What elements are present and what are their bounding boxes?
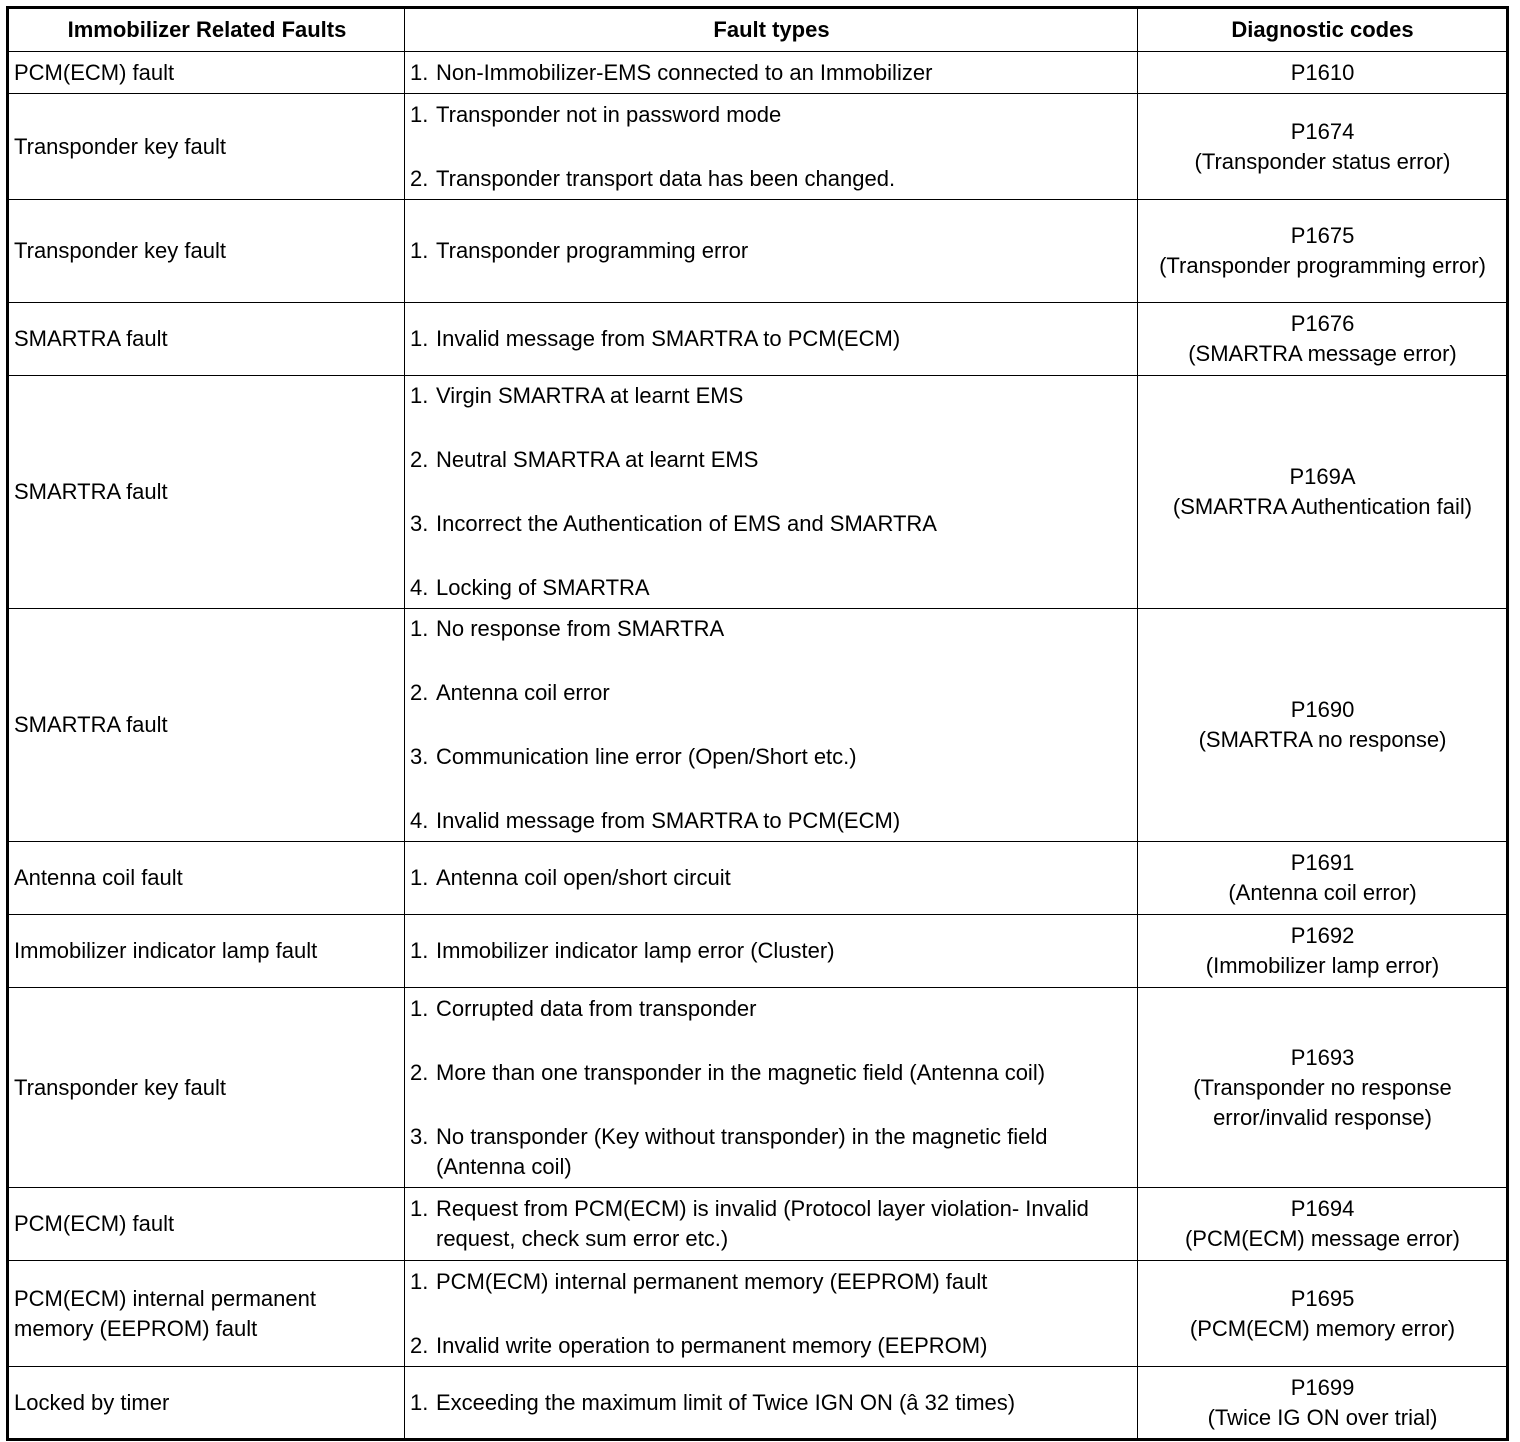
fault-type-item: 1. Request from PCM(ECM) is invalid (Protocol layer violation- Invalid request, check sum error etc.) (410, 1196, 1089, 1251)
fault-type-item: 1. Exceeding the maximum limit of Twice IGN ON (â 32 times) (410, 1389, 1016, 1415)
table-row (8, 1261, 1508, 1367)
diagnostic-code-description: (Transponder no response error/invalid response) (1193, 1074, 1452, 1130)
fault-type-item: 2. Antenna coil error (410, 680, 610, 705)
fault-type-item: 1. Virgin SMARTRA at learnt EMS (410, 383, 744, 408)
diagnostic-code: P1693 (1290, 1044, 1355, 1070)
fault-type-item: 1. No response from SMARTRA (410, 616, 725, 641)
fault-cell: Immobilizer indicator lamp fault (8, 915, 405, 988)
fault-types-cell (405, 915, 1138, 988)
fault-type-item: 2. Transponder transport data has been changed. (410, 165, 896, 191)
diagnostic-code: P1694 (1290, 1196, 1355, 1221)
fault-type-item: 1. Invalid message from SMARTRA to PCM(ECM) (410, 326, 901, 351)
diagnostic-code-cell (1138, 376, 1508, 609)
diagnostic-code-cell (1138, 988, 1508, 1188)
table-row (8, 52, 1508, 94)
diagnostic-code-description: (Transponder status error) (1194, 148, 1451, 174)
fault-cell: PCM(ECM) internal permanent memory (EEPROM) fault (8, 1261, 405, 1367)
fault-type-item: 3. Incorrect the Authentication of EMS and SMARTRA (410, 511, 937, 536)
diagnostic-code-cell (1138, 94, 1508, 200)
fault-type-item: 4. Invalid message from SMARTRA to PCM(ECM) (410, 808, 901, 833)
fault-types-cell (405, 1367, 1138, 1440)
table-row (8, 609, 1508, 842)
diagnostic-code-description: (Twice IG ON over trial) (1207, 1404, 1438, 1430)
fault-cell: PCM(ECM) fault (8, 52, 405, 94)
fault-types-cell (405, 376, 1138, 609)
table-row (8, 303, 1508, 376)
fault-type-item: 4. Locking of SMARTRA (410, 575, 650, 600)
diagnostic-code-cell (1138, 52, 1508, 94)
header-related-faults: Immobilizer Related Faults (8, 8, 405, 52)
diagnostic-code: P1610 (1290, 59, 1355, 85)
diagnostic-code-description: (Immobilizer lamp error) (1205, 953, 1440, 978)
fault-type-item: 2. Invalid write operation to permanent memory (EEPROM) (410, 1332, 988, 1358)
fault-type-item: 1. Non-Immobilizer-EMS connected to an Immobilizer (410, 59, 933, 85)
header-diagnostic-codes: Diagnostic codes (1138, 8, 1508, 52)
table-row (8, 376, 1508, 609)
fault-cell: SMARTRA fault (8, 303, 405, 376)
fault-type-item: 2. More than one transponder in the magnetic field (Antenna coil) (410, 1059, 1046, 1085)
table-row (8, 200, 1508, 303)
immobilizer-faults-table (6, 6, 1509, 1441)
fault-cell: Antenna coil fault (8, 842, 405, 915)
fault-cell: Transponder key fault (8, 988, 405, 1188)
fault-type-item: 3. No transponder (Key without transponder) in the magnetic field (Antenna coil) (410, 1123, 1048, 1179)
diagnostic-code-cell (1138, 609, 1508, 842)
fault-type-item: 1. Antenna coil open/short circuit (410, 865, 731, 890)
table-row (8, 1188, 1508, 1261)
fault-cell: Transponder key fault (8, 200, 405, 303)
fault-types-cell (405, 842, 1138, 915)
table-row (8, 1367, 1508, 1440)
fault-cell: SMARTRA fault (8, 376, 405, 609)
fault-type-item: 1. PCM(ECM) internal permanent memory (EEPROM) fault (410, 1268, 988, 1294)
fault-types-cell (405, 303, 1138, 376)
diagnostic-code: P169A (1289, 464, 1356, 489)
header-fault-types: Fault types (405, 8, 1138, 52)
diagnostic-code-description: (SMARTRA message error) (1188, 341, 1457, 366)
diagnostic-code: P1676 (1290, 311, 1355, 336)
fault-type-item: 1. Immobilizer indicator lamp error (Cluster) (410, 938, 835, 963)
diagnostic-code-description: (Antenna coil error) (1228, 880, 1417, 905)
diagnostic-code-cell (1138, 1367, 1508, 1440)
fault-types-cell (405, 1188, 1138, 1261)
diagnostic-code-cell (1138, 303, 1508, 376)
fault-cell: Transponder key fault (8, 94, 405, 200)
diagnostic-code-cell (1138, 842, 1508, 915)
fault-type-item: 1. Transponder programming error (410, 238, 749, 263)
diagnostic-code: P1691 (1290, 850, 1355, 875)
diagnostic-code-description: (SMARTRA Authentication fail) (1172, 494, 1473, 519)
fault-types-cell (405, 52, 1138, 94)
table-row (8, 915, 1508, 988)
fault-cell: SMARTRA fault (8, 609, 405, 842)
fault-types-cell (405, 1261, 1138, 1367)
diagnostic-code-cell (1138, 915, 1508, 988)
fault-types-cell (405, 609, 1138, 842)
fault-type-item: 1. Transponder not in password mode (410, 101, 782, 127)
diagnostic-code: P1675 (1290, 223, 1355, 248)
fault-type-item: 3. Communication line error (Open/Short etc.) (410, 744, 857, 769)
diagnostic-code: P1699 (1290, 1374, 1355, 1400)
diagnostic-code: P1695 (1290, 1285, 1355, 1311)
diagnostic-code-cell (1138, 1188, 1508, 1261)
diagnostic-code-description: (Transponder programming error) (1159, 253, 1486, 278)
diagnostic-code: P1690 (1290, 697, 1355, 722)
fault-types-cell (405, 200, 1138, 303)
diagnostic-code: P1692 (1290, 923, 1355, 948)
diagnostic-code: P1674 (1290, 118, 1355, 144)
header-row (8, 8, 1508, 52)
fault-types-cell (405, 988, 1138, 1188)
fault-type-item: 1. Corrupted data from transponder (410, 995, 757, 1021)
diagnostic-code-description: (PCM(ECM) message error) (1184, 1226, 1461, 1251)
diagnostic-code-description: (PCM(ECM) memory error) (1189, 1315, 1456, 1341)
table-row (8, 842, 1508, 915)
fault-cell: PCM(ECM) fault (8, 1188, 405, 1261)
fault-cell: Locked by timer (8, 1367, 405, 1440)
diagnostic-code-cell (1138, 1261, 1508, 1367)
fault-types-cell (405, 94, 1138, 200)
diagnostic-code-cell (1138, 200, 1508, 303)
table-row (8, 94, 1508, 200)
diagnostic-code-description: (SMARTRA no response) (1198, 727, 1447, 752)
table-row (8, 988, 1508, 1188)
fault-type-item: 2. Neutral SMARTRA at learnt EMS (410, 447, 759, 472)
